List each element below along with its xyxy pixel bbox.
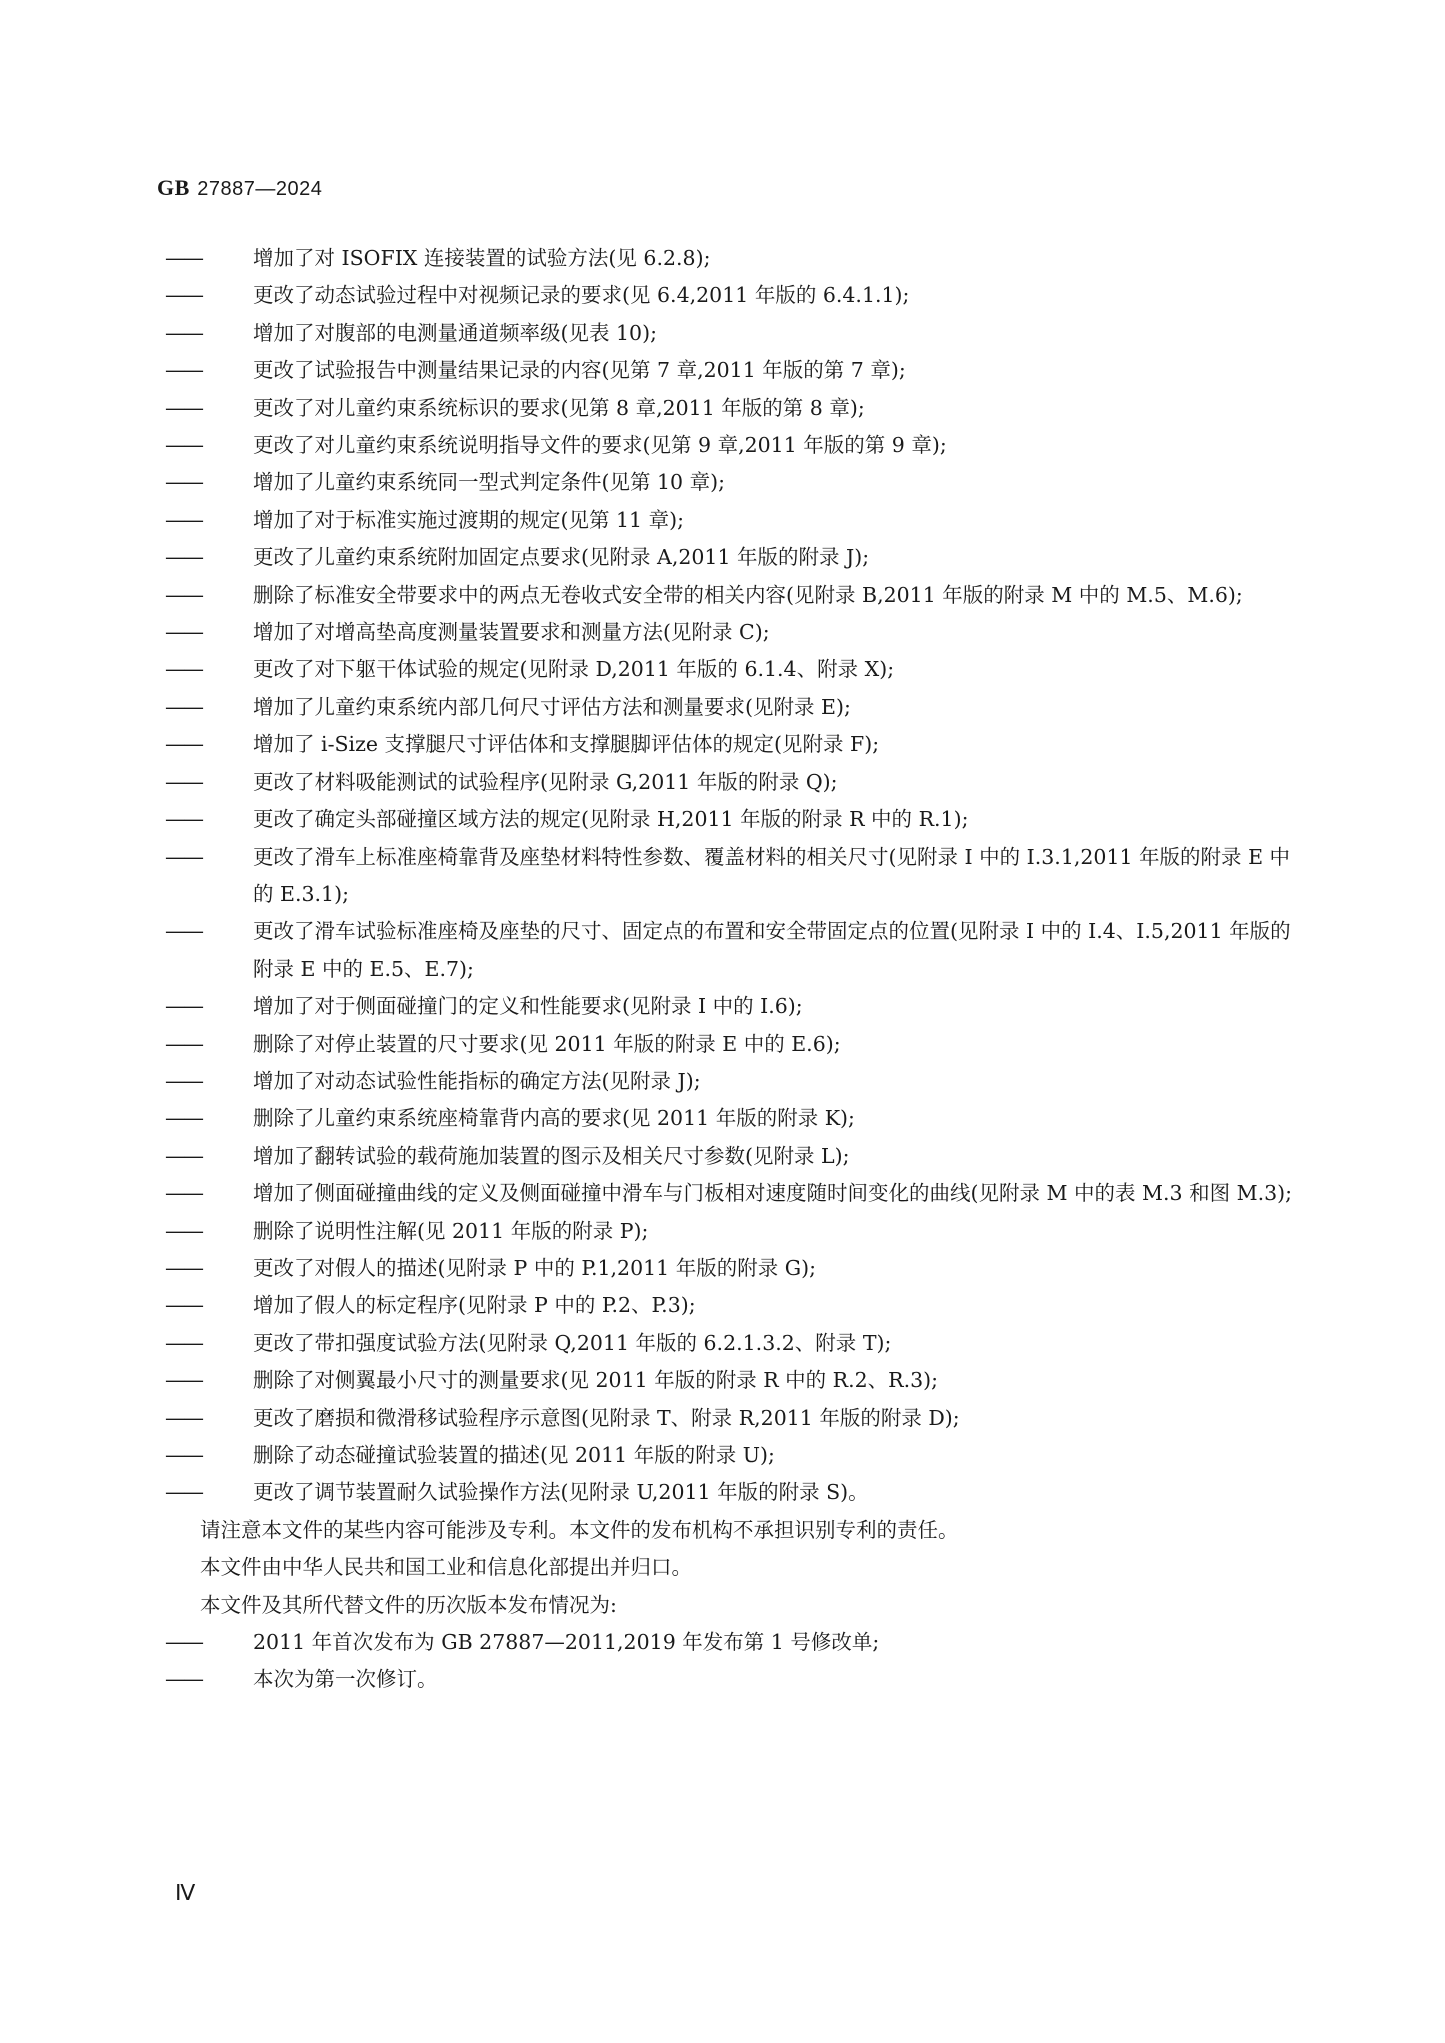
list-item-text: 删除了标准安全带要求中的两点无卷收式安全带的相关内容(见附录 B,2011 年版的附录 M 中的 M.5、M.6); — [253, 582, 1243, 607]
list-item — [165, 315, 1295, 352]
list-dash: —— — [165, 694, 202, 719]
list-item — [165, 539, 1295, 576]
list-item — [165, 764, 1295, 801]
list-item-text: 增加了对腹部的电测量通道频率级(见表 10); — [253, 320, 658, 345]
history-list — [165, 1624, 1295, 1699]
list-item-text: 更改了滑车上标准座椅靠背及座垫材料特性参数、覆盖材料的相关尺寸(见附录 I 中的 I.3.1,2011 年版的附录 E 中的 E.3.1); — [253, 844, 1291, 906]
list-dash: —— — [165, 1143, 202, 1168]
list-dash: —— — [165, 358, 202, 383]
list-dash: —— — [165, 320, 202, 345]
list-item-text: 删除了对侧翼最小尺寸的测量要求(见 2011 年版的附录 R 中的 R.2、R.3); — [253, 1368, 939, 1393]
list-item — [165, 390, 1295, 427]
list-dash: —— — [165, 582, 202, 607]
list-item — [165, 1474, 1295, 1511]
list-item-text: 更改了动态试验过程中对视频记录的要求(见 6.4,2011 年版的 6.4.1.1); — [253, 283, 910, 308]
list-dash: —— — [165, 507, 202, 532]
list-item-text: 增加了对增高垫高度测量装置要求和测量方法(见附录 C); — [253, 620, 770, 645]
list-item-text: 更改了对下躯干体试验的规定(见附录 D,2011 年版的 6.1.4、附录 X); — [253, 657, 895, 682]
list-item — [165, 277, 1295, 314]
list-item-text: 增加了对于侧面碰撞门的定义和性能要求(见附录 I 中的 I.6); — [253, 994, 803, 1019]
list-item — [165, 651, 1295, 688]
document-header — [157, 175, 322, 201]
list-item — [165, 502, 1295, 539]
list-item-text: 增加了儿童约束系统内部几何尺寸评估方法和测量要求(见附录 E); — [253, 694, 851, 719]
list-dash: —— — [165, 433, 202, 458]
list-item — [165, 614, 1295, 651]
list-dash: —— — [165, 1330, 202, 1355]
list-dash: —— — [165, 732, 202, 757]
list-item — [165, 240, 1295, 277]
proposer-statement: 本文件由中华人民共和国工业和信息化部提出并归口。 — [200, 1555, 692, 1580]
list-item-text: 更改了磨损和微滑移试验程序示意图(见附录 T、附录 R,2011 年版的附录 D); — [253, 1405, 960, 1430]
list-item — [165, 1026, 1295, 1063]
list-dash: —— — [165, 1068, 202, 1093]
document-body — [165, 240, 1295, 1699]
list-item — [165, 1624, 1295, 1661]
list-item — [165, 1250, 1295, 1287]
list-item-text: 更改了对儿童约束系统标识的要求(见第 8 章,2011 年版的第 8 章); — [253, 395, 865, 420]
list-item-text: 2011 年首次发布为 GB 27887—2011,2019 年发布第 1 号修改单; — [253, 1630, 880, 1655]
list-dash: —— — [165, 1368, 202, 1393]
page-number: Ⅳ — [175, 1880, 196, 1905]
list-dash: —— — [165, 545, 202, 570]
list-item-text: 增加了儿童约束系统同一型式判定条件(见第 10 章); — [253, 470, 726, 495]
list-item — [165, 689, 1295, 726]
standard-prefix: GB — [157, 175, 190, 200]
list-item — [165, 427, 1295, 464]
list-item-text: 更改了试验报告中测量结果记录的内容(见第 7 章,2011 年版的第 7 章); — [253, 358, 906, 383]
list-item — [165, 577, 1295, 614]
list-dash: —— — [165, 1031, 202, 1056]
list-item-text: 增加了对于标准实施过渡期的规定(见第 11 章); — [253, 507, 685, 532]
list-item — [165, 1213, 1295, 1250]
list-item-text: 增加了翻转试验的载荷施加装置的图示及相关尺寸参数(见附录 L); — [253, 1143, 850, 1168]
list-item — [165, 1063, 1295, 1100]
list-dash: —— — [165, 470, 202, 495]
list-dash: —— — [165, 844, 202, 869]
list-dash: —— — [165, 246, 202, 270]
list-dash: —— — [165, 657, 202, 682]
list-dash: —— — [165, 1255, 202, 1280]
list-dash: —— — [165, 1181, 202, 1206]
list-item — [165, 1437, 1295, 1474]
list-item — [165, 839, 1295, 914]
list-item — [165, 464, 1295, 501]
list-dash: —— — [165, 283, 202, 308]
list-dash: —— — [165, 807, 202, 832]
list-item — [165, 1100, 1295, 1137]
list-dash: —— — [165, 1630, 202, 1655]
list-dash: —— — [165, 395, 202, 420]
list-item — [165, 352, 1295, 389]
list-item-text: 更改了对假人的描述(见附录 P 中的 P.1,2011 年版的附录 G); — [253, 1255, 817, 1280]
list-item-text: 删除了说明性注解(见 2011 年版的附录 P); — [253, 1218, 649, 1243]
list-item-text: 增加了假人的标定程序(见附录 P 中的 P.2、P.3); — [253, 1293, 696, 1318]
standard-number: 27887—2024 — [197, 178, 323, 200]
list-dash: —— — [165, 1405, 202, 1430]
history-intro: 本文件及其所代替文件的历次版本发布情况为: — [200, 1592, 617, 1617]
list-dash: —— — [165, 1443, 202, 1467]
list-item-text: 更改了滑车试验标准座椅及座垫的尺寸、固定点的布置和安全带固定点的位置(见附录 I 中的 I.4、I.5,2011 年版的附录 E 中的 E.5、E.7); — [253, 919, 1291, 981]
list-dash: —— — [165, 620, 202, 645]
list-dash: —— — [165, 919, 202, 944]
list-item-text: 更改了调节装置耐久试验操作方法(见附录 U,2011 年版的附录 S)。 — [253, 1480, 869, 1505]
list-item-text: 本次为第一次修订。 — [253, 1667, 438, 1692]
list-item-text: 更改了确定头部碰撞区域方法的规定(见附录 H,2011 年版的附录 R 中的 R.1); — [253, 807, 969, 832]
list-item — [165, 726, 1295, 763]
list-item-text: 更改了带扣强度试验方法(见附录 Q,2011 年版的 6.2.1.3.2、附录 T); — [253, 1330, 892, 1355]
patent-notice: 请注意本文件的某些内容可能涉及专利。本文件的发布机构不承担识别专利的责任。 — [200, 1517, 959, 1542]
changes-list — [165, 240, 1295, 1512]
list-item — [165, 1400, 1295, 1437]
list-dash: —— — [165, 994, 202, 1019]
list-item-text: 增加了侧面碰撞曲线的定义及侧面碰撞中滑车与门板相对速度随时间变化的曲线(见附录 M 中的表 M.3 和图 M.3); — [253, 1181, 1293, 1206]
list-item — [165, 1325, 1295, 1362]
list-dash: —— — [165, 1293, 202, 1318]
list-dash: —— — [165, 1667, 202, 1692]
list-item — [165, 801, 1295, 838]
list-item — [165, 1661, 1295, 1698]
list-item-text: 增加了对 ISOFIX 连接装置的试验方法(见 6.2.8); — [253, 246, 711, 270]
list-item-text: 更改了儿童约束系统附加固定点要求(见附录 A,2011 年版的附录 J); — [253, 545, 870, 570]
list-dash: —— — [165, 1106, 202, 1131]
list-item-text: 增加了对动态试验性能指标的确定方法(见附录 J); — [253, 1068, 701, 1093]
list-item-text: 更改了对儿童约束系统说明指导文件的要求(见第 9 章,2011 年版的第 9 章); — [253, 433, 947, 458]
list-item — [165, 1287, 1295, 1324]
list-item-text: 增加了 i-Size 支撑腿尺寸评估体和支撑腿脚评估体的规定(见附录 F); — [253, 732, 880, 757]
list-item — [165, 1138, 1295, 1175]
list-item — [165, 1362, 1295, 1399]
list-item — [165, 988, 1295, 1025]
list-dash: —— — [165, 1480, 202, 1505]
list-item — [165, 913, 1295, 988]
list-item-text: 删除了动态碰撞试验装置的描述(见 2011 年版的附录 U); — [253, 1443, 775, 1467]
list-item-text: 更改了材料吸能测试的试验程序(见附录 G,2011 年版的附录 Q); — [253, 769, 838, 794]
list-item-text: 删除了对停止装置的尺寸要求(见 2011 年版的附录 E 中的 E.6); — [253, 1031, 841, 1056]
list-item-text: 删除了儿童约束系统座椅靠背内高的要求(见 2011 年版的附录 K); — [253, 1106, 855, 1131]
list-item — [165, 1175, 1295, 1212]
list-dash: —— — [165, 769, 202, 794]
list-dash: —— — [165, 1218, 202, 1243]
